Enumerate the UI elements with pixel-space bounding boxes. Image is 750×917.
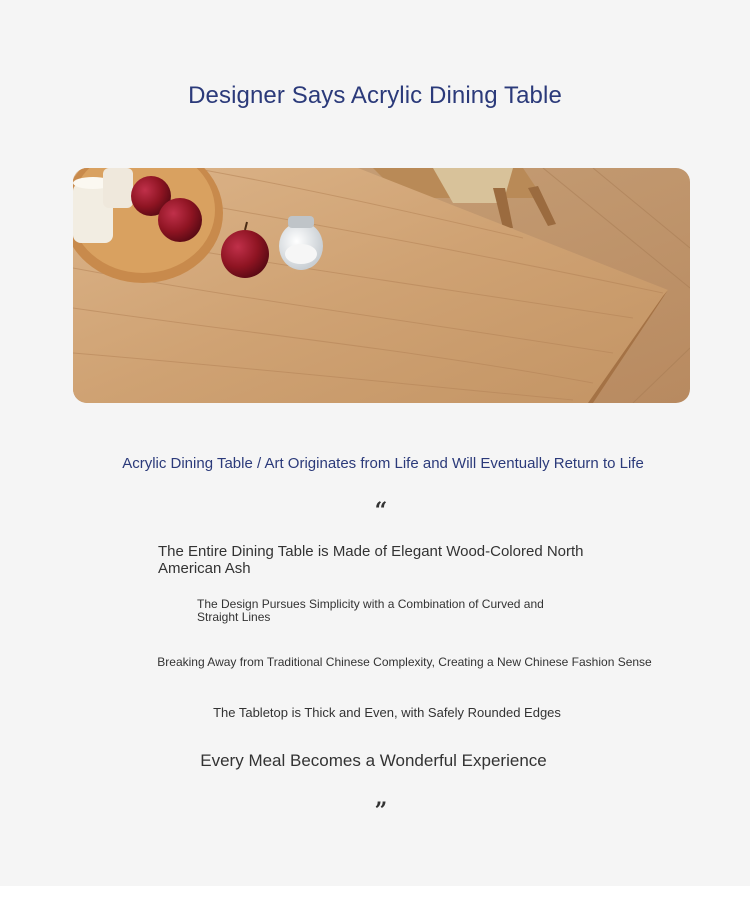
feature-line-style: Breaking Away from Traditional Chinese Complexity, Creating a New Chinese Fashion Sense [157,655,652,669]
feature-line-tabletop: The Tabletop is Thick and Even, with Safely Rounded Edges [213,705,561,720]
feature-line-experience: Every Meal Becomes a Wonderful Experience [200,751,547,770]
open-quote-icon: “ [374,498,388,524]
section-subtitle: Acrylic Dining Table / Art Originates from Life and Will Eventually Return to Life [122,455,644,472]
close-quote-icon: ” [374,798,388,824]
dining-table-photo [73,168,690,403]
section-title: Designer Says Acrylic Dining Table [188,82,562,109]
feature-line-material: The Entire Dining Table is Made of Elegant Wood-Colored North American Ash [158,543,584,577]
feature-line-design: The Design Pursues Simplicity with a Combination of Curved and Straight Lines [197,597,544,624]
